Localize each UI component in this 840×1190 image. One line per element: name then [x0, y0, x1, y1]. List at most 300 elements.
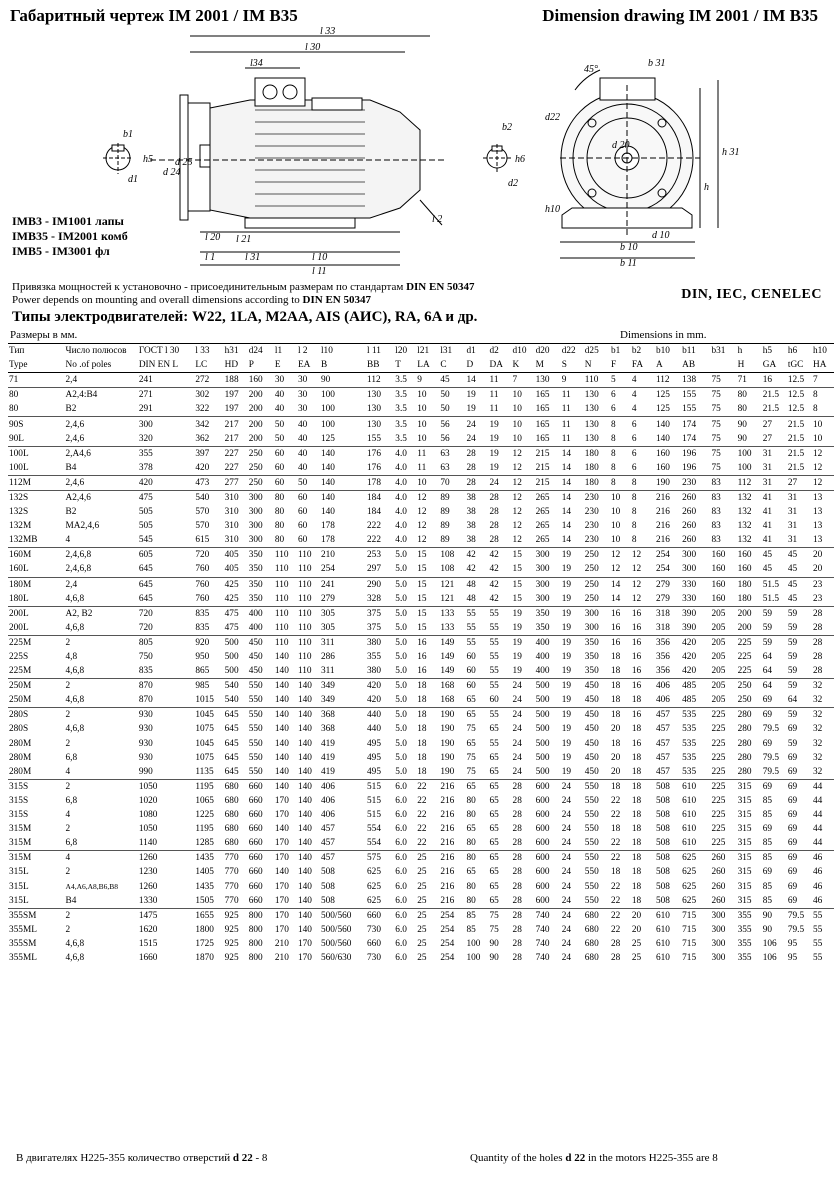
table-cell: 24	[512, 695, 522, 706]
table-cell: 342	[194, 417, 223, 432]
table-cell: 8	[631, 535, 637, 546]
table-cell: 59	[787, 622, 798, 633]
table-cell: 140	[320, 475, 366, 490]
table-cell: 310	[224, 507, 239, 518]
table-cell: 400	[535, 666, 550, 677]
table-cell: 180L	[9, 593, 29, 604]
table-cell: 16	[610, 635, 631, 650]
table-cell: 18	[631, 838, 642, 849]
table-cell: 22	[610, 795, 621, 806]
table-cell: 45	[440, 375, 450, 386]
table-row	[8, 937, 834, 951]
header-cell-en: LC	[194, 358, 223, 373]
table-cell: 250	[737, 695, 752, 706]
header-cell-ru: d24	[248, 344, 274, 359]
table-cell: 230	[681, 475, 710, 490]
table-cell: 355ML	[9, 924, 37, 935]
table-cell: 65	[489, 810, 499, 821]
table-cell: 1260	[138, 851, 195, 866]
table-cell: 500	[224, 666, 239, 677]
table-cell: 28	[489, 535, 499, 546]
table-cell: 168	[440, 695, 455, 706]
table-cell: 535	[682, 738, 697, 749]
table-cell: 140	[297, 738, 312, 749]
table-cell: 4.0	[395, 462, 407, 473]
table-cell: 920	[194, 635, 223, 650]
table-cell: 69	[787, 824, 798, 835]
table-cell: 95	[787, 952, 798, 963]
table-cell: 1050	[138, 824, 158, 835]
table-cell: 132	[737, 490, 762, 505]
table-cell: 15	[416, 548, 439, 563]
table-cell: 925	[224, 938, 239, 949]
table-cell: 106	[762, 938, 777, 949]
table-cell: 253	[366, 548, 394, 563]
table-cell: 18	[610, 679, 631, 694]
table-cell: 280	[737, 752, 752, 763]
table-cell: 59	[787, 652, 798, 663]
table-cell: 835	[194, 606, 223, 621]
header-cell-ru: l 33	[194, 344, 223, 359]
table-cell: 508	[655, 795, 670, 806]
table-cell: 12	[631, 593, 642, 604]
table-cell: 260	[682, 535, 697, 546]
table-cell: 3.5	[395, 433, 407, 444]
table-cell: 65	[465, 708, 488, 723]
table-cell: 6.0	[395, 924, 407, 935]
table-cell: 457	[655, 708, 681, 723]
table-cell: 200L	[8, 606, 65, 621]
table-cell: 197	[224, 404, 239, 415]
table-cell: 508	[655, 810, 670, 821]
table-cell: 495	[367, 766, 381, 777]
table-cell: 25	[417, 881, 427, 892]
table-cell: 18	[631, 824, 642, 835]
header-cell-ru: Тип	[8, 344, 65, 359]
table-cell: 160	[655, 446, 681, 461]
table-cell: 20	[610, 766, 621, 777]
table-cell: 18	[610, 652, 621, 663]
table-cell: 85	[762, 895, 773, 906]
table-cell: 16	[631, 738, 642, 749]
table-cell: 550	[584, 795, 599, 806]
table-cell: 170	[297, 938, 312, 949]
table-cell: 1045	[195, 738, 214, 749]
table-cell: 12	[631, 564, 642, 575]
table-cell: B2	[65, 507, 77, 518]
table-cell: 508	[655, 779, 681, 794]
table-cell: 28	[512, 824, 522, 835]
table-cell: 12	[512, 535, 522, 546]
table-cell: 65	[466, 824, 476, 835]
table-cell: 216	[655, 535, 670, 546]
table-cell: 800	[248, 924, 263, 935]
table-cell: 280S	[9, 724, 29, 735]
table-cell: 610	[681, 779, 710, 794]
table-cell: 215	[535, 475, 561, 490]
table-cell: 27	[787, 475, 812, 490]
table-cell: 32	[813, 766, 823, 777]
table-cell: 178	[366, 475, 394, 490]
footer-russian-bold: d 22	[232, 1152, 253, 1164]
table-cell: 140	[655, 417, 681, 432]
table-cell: 200L	[9, 622, 29, 633]
table-cell: 225	[711, 738, 726, 749]
table-cell: 18	[610, 779, 631, 794]
table-cell: 130	[366, 388, 394, 403]
table-cell: 69	[762, 824, 773, 835]
table-cell: 865	[195, 666, 210, 677]
table-cell: 132MB	[9, 535, 38, 546]
table-cell: 45	[787, 548, 812, 563]
table-cell: 450	[248, 652, 263, 663]
table-cell: 1045	[194, 708, 223, 723]
table-cell: 625	[681, 851, 710, 866]
table-cell: 400	[535, 652, 550, 663]
table-cell: 45	[787, 577, 812, 592]
table-cell: 24	[561, 895, 572, 906]
table-cell: 375	[366, 606, 394, 621]
table-row	[8, 708, 834, 723]
table-cell: 5.0	[395, 724, 407, 735]
table-cell: 475	[138, 490, 195, 505]
table-cell: 60	[274, 462, 285, 473]
header-cell-ru: l 2	[297, 344, 320, 359]
table-cell: 230	[584, 507, 599, 518]
table-cell: 15	[417, 622, 427, 633]
table-cell: 22	[610, 924, 621, 935]
table-cell: 170	[274, 881, 289, 892]
table-cell: 6.0	[395, 867, 407, 878]
table-cell: 5.0	[395, 593, 407, 604]
table-cell: 300	[535, 564, 550, 575]
table-cell: 132	[737, 507, 752, 518]
header-cell-en: D	[465, 358, 488, 373]
table-cell: 740	[535, 938, 550, 949]
table-cell: 80	[9, 404, 19, 415]
table-row	[8, 865, 834, 879]
table-cell: 318	[655, 622, 670, 633]
table-cell: 315L	[9, 881, 29, 892]
table-cell: 60	[274, 475, 297, 490]
table-cell: 110	[274, 606, 297, 621]
table-row	[8, 894, 834, 909]
table-cell: 170	[274, 838, 289, 849]
header-cell-ru: ГОСТ l 30	[138, 344, 195, 359]
table-cell: 457	[320, 824, 335, 835]
table-cell: 660	[248, 824, 263, 835]
table-cell: 10	[512, 417, 535, 432]
table-cell: 32	[813, 738, 823, 749]
table-row	[8, 779, 834, 794]
table-cell: 40	[297, 446, 320, 461]
table-cell: 315	[737, 810, 752, 821]
table-cell: 645	[224, 738, 239, 749]
table-cell: 660	[248, 867, 263, 878]
table-cell: 5.0	[395, 738, 407, 749]
table-cell: 19	[512, 606, 535, 621]
table-cell: 160	[710, 577, 736, 592]
table-cell: 19	[489, 433, 499, 444]
units-note-english: Dimensions in mm.	[620, 329, 707, 341]
table-cell: 140	[320, 462, 335, 473]
table-cell: 225	[711, 824, 726, 835]
table-row	[8, 519, 834, 533]
table-cell: 18	[631, 695, 642, 706]
table-cell: 11	[561, 404, 571, 415]
table-cell: 1725	[195, 938, 214, 949]
table-cell: 205	[711, 622, 726, 633]
table-cell: 20	[813, 564, 823, 575]
table-cell: 140	[297, 766, 312, 777]
table-cell: 46	[813, 881, 823, 892]
table-cell: 80	[274, 521, 285, 532]
table-cell: 140	[297, 795, 312, 806]
table-cell: 805	[138, 635, 195, 650]
table-cell: 60	[489, 695, 499, 706]
table-cell: 5.0	[394, 708, 416, 723]
header-cell-en: tGC	[787, 358, 812, 373]
table-cell: 75	[489, 908, 512, 923]
table-cell: 355	[737, 952, 752, 963]
table-cell: 254	[440, 952, 455, 963]
table-cell: 140	[297, 779, 320, 794]
table-cell: 355SM	[9, 938, 37, 949]
table-cell: 21.5	[787, 462, 805, 473]
table-cell: 2,4,6,8	[65, 548, 138, 563]
table-cell: 225	[711, 752, 726, 763]
table-cell: 1660	[138, 952, 158, 963]
table-cell: 170	[274, 924, 289, 935]
table-cell: 50	[439, 388, 465, 403]
table-cell: 69	[787, 851, 812, 866]
table-cell: 180	[584, 446, 610, 461]
label-h: h	[704, 182, 709, 193]
table-cell: 1475	[138, 908, 195, 923]
table-cell: 69	[787, 779, 812, 794]
table-cell: 14	[561, 462, 572, 473]
table-cell: 18	[610, 695, 621, 706]
table-cell: 315	[737, 824, 752, 835]
table-cell: 11	[561, 417, 584, 432]
table-cell: 1135	[195, 766, 214, 777]
header-cell-en: S	[561, 358, 584, 373]
table-cell: 59	[762, 622, 773, 633]
table-cell: 280M	[9, 752, 32, 763]
table-cell: 89	[440, 507, 450, 518]
table-cell: 140	[655, 433, 670, 444]
table-cell: 500	[224, 652, 239, 663]
table-cell: 18	[610, 738, 621, 749]
table-cell: 328	[367, 593, 381, 604]
table-cell: 425	[224, 593, 239, 604]
table-cell: 160	[248, 375, 263, 386]
table-cell: 508	[655, 851, 681, 866]
table-cell: 40	[297, 417, 320, 432]
table-cell: 51.5	[762, 593, 780, 604]
label-angle: 45°	[584, 64, 598, 75]
table-row	[8, 908, 834, 923]
table-cell: 1515	[138, 938, 158, 949]
table-cell: 112	[737, 475, 762, 490]
table-cell: 31	[787, 507, 798, 518]
table-cell: 495	[367, 752, 381, 763]
table-cell: 65	[489, 867, 499, 878]
header-cell-ru: h	[737, 344, 762, 359]
table-cell: 18	[631, 895, 642, 906]
label-l33: l 33	[320, 26, 336, 37]
table-cell: 600	[535, 867, 550, 878]
table-cell: 420	[138, 475, 195, 490]
table-cell: 6	[631, 433, 637, 444]
table-cell: 32	[812, 708, 834, 723]
table-cell: 140	[297, 838, 312, 849]
table-cell: 16	[631, 606, 655, 621]
table-cell: 75	[711, 375, 721, 386]
table-cell: 535	[681, 708, 710, 723]
table-cell: 69	[787, 810, 798, 821]
table-cell: 59	[787, 738, 798, 749]
table-cell: 18	[417, 752, 427, 763]
table-cell: 200	[737, 606, 762, 621]
table-cell: 130	[584, 417, 610, 432]
table-cell: 22	[610, 810, 621, 821]
table-cell: 225	[737, 666, 752, 677]
table-cell: 59	[787, 635, 812, 650]
table-cell: 125	[655, 404, 670, 415]
table-cell: 16	[762, 375, 773, 386]
table-cell: 575	[366, 851, 394, 866]
footer-english-bold: d 22	[565, 1152, 586, 1164]
table-cell: 645	[138, 564, 153, 575]
table-cell: 41	[762, 521, 773, 532]
table-cell: 110	[274, 577, 297, 592]
table-cell: 28	[512, 851, 535, 866]
table-cell: 38	[466, 507, 476, 518]
table-cell: 330	[681, 577, 710, 592]
table-cell: 190	[655, 475, 681, 490]
table-cell: 405	[224, 564, 239, 575]
table-cell: 730	[367, 924, 381, 935]
table-cell: 155	[367, 433, 381, 444]
table-cell: 69	[762, 779, 787, 794]
table-cell: 715	[682, 952, 697, 963]
table-cell: 110	[297, 564, 312, 575]
table-cell: 110	[297, 635, 320, 650]
table-cell: 645	[224, 766, 239, 777]
table-cell: 15	[416, 577, 439, 592]
table-cell: 13	[813, 535, 823, 546]
table-cell: 197	[224, 388, 248, 403]
note-english-text: Power depends on mounting and overall dimensions according to	[12, 294, 303, 306]
table-cell: 250	[248, 446, 274, 461]
table-cell: 216	[440, 838, 455, 849]
table-cell: 44	[813, 810, 823, 821]
table-cell: 12	[610, 564, 621, 575]
table-cell: 6.0	[395, 795, 407, 806]
table-cell: 508	[320, 867, 335, 878]
table-cell: 4,6,8	[65, 593, 85, 604]
table-cell: 300	[535, 577, 561, 592]
table-cell: 90	[737, 417, 762, 432]
table-cell: 12.5	[787, 375, 805, 386]
table-cell: 315	[737, 779, 762, 794]
table-cell: 265	[535, 521, 550, 532]
table-cell: 55	[489, 652, 499, 663]
table-cell: 378	[138, 462, 153, 473]
table-cell: 24	[561, 952, 572, 963]
table-cell: 310	[224, 521, 239, 532]
table-cell: 680	[584, 924, 599, 935]
table-cell: 457	[320, 851, 366, 866]
table-cell: 11	[561, 388, 584, 403]
table-cell: 170	[297, 952, 312, 963]
table-cell: 265	[535, 490, 561, 505]
table-cell: 28	[610, 952, 621, 963]
table-cell: 250	[584, 548, 610, 563]
table-cell: 210	[274, 952, 289, 963]
table-cell: 260	[681, 490, 710, 505]
table-cell: 46	[812, 851, 834, 866]
table-cell: 140	[320, 490, 366, 505]
table-cell: 4,6,8	[65, 695, 85, 706]
header-cell-en: GA	[762, 358, 787, 373]
table-cell: 14	[561, 507, 572, 518]
table-cell: 16	[416, 635, 439, 650]
table-cell: 42	[489, 564, 499, 575]
table-cell: 40	[274, 404, 285, 415]
table-cell: 110	[297, 622, 312, 633]
title-english: Dimension drawing IM 2001 / IM B35	[542, 6, 818, 25]
table-cell: 65	[466, 867, 476, 878]
table-cell: 170	[274, 810, 289, 821]
table-cell: 500/560	[320, 908, 366, 923]
table-cell: 600	[535, 779, 561, 794]
table-cell: 140	[297, 679, 320, 694]
table-cell: 55	[465, 635, 488, 650]
table-cell: 80	[8, 388, 65, 403]
note-english-standard: DIN EN 50347	[302, 294, 371, 306]
table-cell: 318	[655, 606, 681, 621]
table-cell: 4	[631, 404, 637, 415]
table-cell: 216	[655, 490, 681, 505]
table-cell: 125	[655, 388, 681, 403]
table-cell: 645	[138, 577, 195, 592]
table-cell: 65	[489, 824, 499, 835]
table-cell: 485	[682, 695, 697, 706]
table-cell: 10	[610, 521, 621, 532]
table-cell: 1330	[138, 895, 158, 906]
table-cell: 28	[512, 810, 522, 821]
table-cell: 4,6,8	[65, 724, 85, 735]
table-cell: 225	[711, 838, 726, 849]
header-cell-en: EA	[297, 358, 320, 373]
table-cell: 19	[561, 622, 572, 633]
table-cell: 28	[813, 652, 823, 663]
table-cell: 457	[655, 752, 670, 763]
shaft-section-right	[483, 144, 511, 172]
table-cell: 540	[224, 679, 248, 694]
table-cell: 610	[655, 952, 670, 963]
table-cell: 505	[138, 521, 153, 532]
table-cell: 390	[681, 606, 710, 621]
table-cell: 28	[512, 881, 522, 892]
table-cell: 740	[535, 952, 550, 963]
table-cell: 12	[512, 475, 535, 490]
table-cell: 368	[320, 724, 335, 735]
table-cell: 225	[711, 795, 726, 806]
table-cell: 6.0	[395, 824, 407, 835]
